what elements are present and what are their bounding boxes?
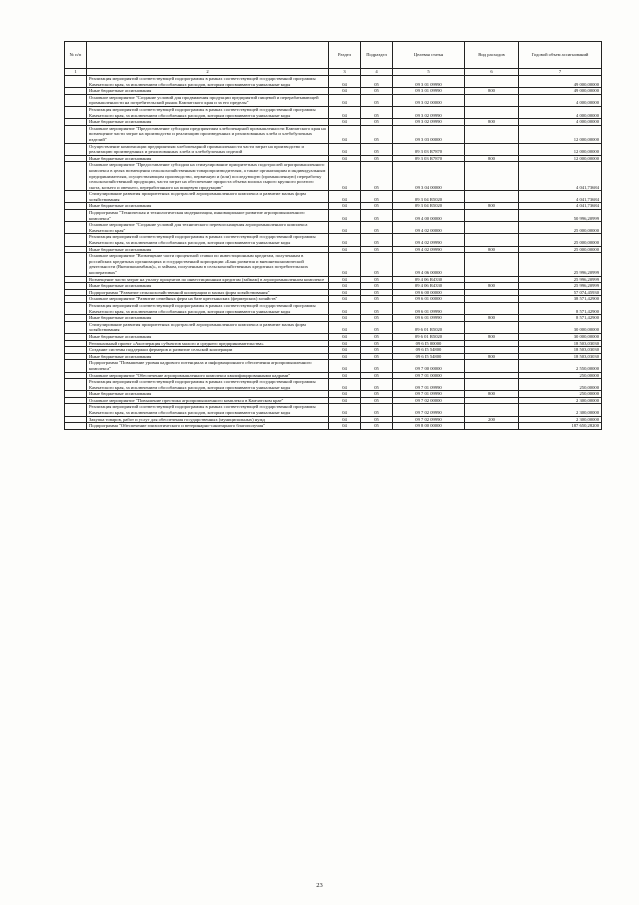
table-row	[65, 222, 602, 234]
table-row	[65, 296, 602, 303]
table-row	[65, 155, 602, 162]
expense-type-cell	[465, 397, 519, 404]
row-number-cell	[65, 347, 87, 354]
subsection-code-cell: 05	[361, 372, 393, 379]
table-row	[65, 333, 602, 340]
subsection-code-cell: 05	[361, 397, 393, 404]
row-number-cell	[65, 315, 87, 322]
target-article-cell: 09 6 00 00000	[393, 289, 465, 296]
amount-cell: 250,00000	[519, 391, 602, 398]
amount-cell: 2 550,00000	[519, 360, 602, 372]
column-number-row	[65, 69, 602, 76]
row-number-cell	[65, 276, 87, 283]
expense-type-cell: 800	[465, 391, 519, 398]
target-article-cell: 09 6 01 R5020	[393, 321, 465, 333]
table-row	[65, 423, 602, 430]
row-number-cell	[65, 321, 87, 333]
amount-cell: 250,00000	[519, 379, 602, 391]
table-row	[65, 106, 602, 118]
target-article-cell: 09 6 01 09990	[393, 315, 465, 322]
subsection-code-cell: 05	[361, 333, 393, 340]
amount-cell: 12 000,00000	[519, 125, 602, 143]
subsection-code-cell: 05	[361, 203, 393, 210]
section-code-cell: 04	[329, 119, 361, 126]
section-code-cell: 04	[329, 253, 361, 276]
expense-type-cell	[465, 191, 519, 203]
expense-type-cell: 800	[465, 333, 519, 340]
subsection-code-cell: 05	[361, 340, 393, 347]
amount-cell: 30 000,00000	[519, 333, 602, 340]
expense-type-cell: 800	[465, 246, 519, 253]
amount-cell: 25 000,00000	[519, 246, 602, 253]
row-name-cell: Иные бюджетные ассигнования	[87, 333, 329, 340]
target-article-cell: 09 3 02 09990	[393, 119, 465, 126]
subsection-code-cell: 05	[361, 347, 393, 354]
expense-type-cell	[465, 125, 519, 143]
table-row	[65, 372, 602, 379]
row-name-cell: Основное мероприятие "Повышение престижа агропромышленного комплекса в Камчатском крае"	[87, 397, 329, 404]
subsection-code-cell: 05	[361, 143, 393, 155]
header-annual-amount: Годовой объем ассигнований	[519, 42, 602, 69]
subsection-code-cell: 05	[361, 315, 393, 322]
expense-type-cell	[465, 340, 519, 347]
target-article-cell: 09 3 03 00000	[393, 125, 465, 143]
row-name-cell: Подпрограмма "Развитие сельскохозяйственной кооперации и малых форм хозяйствования"	[87, 289, 329, 296]
section-code-cell: 04	[329, 210, 361, 222]
row-number-cell	[65, 191, 87, 203]
row-number-cell	[65, 155, 87, 162]
row-name-cell: Основное мероприятие "Предоставление субсидии предприятиям хлебопекарной промышленности Камчатского края на возмещение части затрат на производство и реализацию произведенных и реализованных хлеба и хлебобулочных изделий"	[87, 125, 329, 143]
target-article-cell: 09 3 02 09990	[393, 106, 465, 118]
table-header	[65, 42, 602, 76]
row-number-cell	[65, 372, 87, 379]
row-number-cell	[65, 391, 87, 398]
row-number-cell	[65, 234, 87, 246]
amount-cell: 49 000,00000	[519, 76, 602, 88]
row-number-cell	[65, 253, 87, 276]
section-code-cell: 04	[329, 416, 361, 423]
row-name-cell: Иные бюджетные ассигнования	[87, 391, 329, 398]
amount-cell: 25 996,20999	[519, 283, 602, 290]
section-code-cell: 04	[329, 94, 361, 106]
table-row	[65, 353, 602, 360]
subsection-code-cell: 05	[361, 283, 393, 290]
subsection-code-cell: 05	[361, 379, 393, 391]
column-number: 1	[65, 69, 87, 76]
expense-type-cell	[465, 296, 519, 303]
row-number-cell	[65, 94, 87, 106]
table-row	[65, 397, 602, 404]
table-body	[65, 76, 602, 430]
amount-cell: 4 000,00000	[519, 119, 602, 126]
subsection-code-cell: 05	[361, 234, 393, 246]
header-number: № п/п	[65, 42, 87, 69]
row-name-cell: Возмещение части затрат на уплату процентов по инвестиционным кредитам (займам) в агропромышленном комплексе	[87, 276, 329, 283]
target-article-cell: 09 3 04 00000	[393, 162, 465, 191]
budget-table	[64, 41, 602, 430]
page-number: 23	[316, 882, 323, 889]
expense-type-cell	[465, 222, 519, 234]
amount-cell: 57 074,45930	[519, 289, 602, 296]
header-subsection: Подраздел	[361, 42, 393, 69]
target-article-cell: 09 4 00 00000	[393, 210, 465, 222]
subsection-code-cell: 05	[361, 296, 393, 303]
amount-cell: 187 650,28200	[519, 423, 602, 430]
amount-cell: 12 000,00000	[519, 143, 602, 155]
row-number-cell	[65, 283, 87, 290]
table-row	[65, 125, 602, 143]
amount-cell: 8 571,42900	[519, 315, 602, 322]
target-article-cell: 09 3 03 R7870	[393, 155, 465, 162]
table-row	[65, 94, 602, 106]
row-number-cell	[65, 76, 87, 88]
section-code-cell: 04	[329, 423, 361, 430]
table-row	[65, 162, 602, 191]
table-row	[65, 340, 602, 347]
table-row	[65, 203, 602, 210]
section-code-cell: 04	[329, 162, 361, 191]
section-code-cell: 04	[329, 404, 361, 416]
target-article-cell: 09 7 02 09990	[393, 404, 465, 416]
table-row	[65, 76, 602, 88]
row-name-cell: Основное мероприятие "Создание условий для продвижения продукции предприятий пищевой и перерабатывающей промышленности на потребительский рынок Камчатского края и за его пределы"	[87, 94, 329, 106]
table-row	[65, 347, 602, 354]
row-number-cell	[65, 143, 87, 155]
expense-type-cell	[465, 372, 519, 379]
row-name-cell: Подпрограмма "Повышение уровня кадрового потенциала и информационного обеспечения агропромышленного комплекса"	[87, 360, 329, 372]
column-number: 7	[519, 69, 602, 76]
table-row	[65, 143, 602, 155]
header-name	[87, 42, 329, 69]
row-name-cell: Иные бюджетные ассигнования	[87, 203, 329, 210]
table-row	[65, 234, 602, 246]
row-name-cell: Реализация мероприятий соответствующей подпрограммы в рамках соответствующей государственной программы Камчатского края, за исключением обособленных расходов, которым присваиваются уникальные коды	[87, 302, 329, 314]
table-row	[65, 289, 602, 296]
row-number-cell	[65, 222, 87, 234]
row-number-cell	[65, 333, 87, 340]
row-name-cell: Осуществление компенсации предприятиям хлебопекарной промышленности части затрат на производство и реализацию произведенных и реализованных хлеба и хлебобулочных изделий	[87, 143, 329, 155]
section-code-cell: 04	[329, 76, 361, 88]
target-article-cell: 09 4 02 09990	[393, 234, 465, 246]
target-article-cell: 09 3 04 R5020	[393, 203, 465, 210]
row-name-cell: Подпрограмма "Техническая и технологическая модернизация, инновационное развитие агропромышленного комплекса"	[87, 210, 329, 222]
subsection-code-cell: 05	[361, 106, 393, 118]
row-name-cell: Реализация мероприятий соответствующей подпрограммы в рамках соответствующей государственной программы Камчатского края, за исключением обособленных расходов, которым присваиваются уникальные коды	[87, 234, 329, 246]
row-name-cell: Иные бюджетные ассигнования	[87, 353, 329, 360]
target-article-cell: 09 7 02 09990	[393, 416, 465, 423]
expense-type-cell: 800	[465, 203, 519, 210]
section-code-cell: 04	[329, 353, 361, 360]
amount-cell: 4 041,73684	[519, 162, 602, 191]
row-number-cell	[65, 210, 87, 222]
header-target-article: Целевая статья	[393, 42, 465, 69]
amount-cell: 250,00000	[519, 372, 602, 379]
section-code-cell: 04	[329, 372, 361, 379]
amount-cell: 18 503,03030	[519, 347, 602, 354]
row-name-cell: Иные бюджетные ассигнования	[87, 88, 329, 95]
section-code-cell: 04	[329, 289, 361, 296]
row-name-cell: Стимулирование развития приоритетных подотраслей агропромышленного комплекса и развитие малых форм хозяйствования	[87, 321, 329, 333]
subsection-code-cell: 05	[361, 404, 393, 416]
section-code-cell: 04	[329, 276, 361, 283]
table-row	[65, 302, 602, 314]
row-number-cell	[65, 289, 87, 296]
table-row	[65, 360, 602, 372]
amount-cell: 25 996,20999	[519, 253, 602, 276]
target-article-cell: 09 3 04 R5020	[393, 191, 465, 203]
expense-type-cell	[465, 289, 519, 296]
row-name-cell: Основное мероприятие "Развитие семейных ферм на базе крестьянских (фермерских) хозяйств"	[87, 296, 329, 303]
row-name-cell: Основное мероприятие "Обеспечение агропромышленного комплекса квалифицированными кадрами"	[87, 372, 329, 379]
header-expense-type: Вид расходов	[465, 42, 519, 69]
target-article-cell: 09 6 I5 00000	[393, 340, 465, 347]
expense-type-cell	[465, 94, 519, 106]
table-row	[65, 276, 602, 283]
row-number-cell	[65, 162, 87, 191]
expense-type-cell: 800	[465, 353, 519, 360]
section-code-cell: 04	[329, 246, 361, 253]
section-code-cell: 04	[329, 203, 361, 210]
target-article-cell: 09 7 01 00000	[393, 372, 465, 379]
row-number-cell	[65, 360, 87, 372]
section-code-cell: 04	[329, 88, 361, 95]
section-code-cell: 04	[329, 397, 361, 404]
amount-cell: 2 300,00000	[519, 404, 602, 416]
table-row	[65, 321, 602, 333]
row-number-cell	[65, 296, 87, 303]
subsection-code-cell: 05	[361, 125, 393, 143]
section-code-cell: 04	[329, 296, 361, 303]
row-name-cell: Реализация мероприятий соответствующей подпрограммы в рамках соответствующей государственной программы Камчатского края, за исключением обособленных расходов, которым присваиваются уникальные коды	[87, 404, 329, 416]
target-article-cell: 09 3 01 09990	[393, 76, 465, 88]
row-number-cell	[65, 397, 87, 404]
table-row	[65, 246, 602, 253]
target-article-cell: 09 6 I5 54800	[393, 353, 465, 360]
section-code-cell: 04	[329, 333, 361, 340]
expense-type-cell: 800	[465, 88, 519, 95]
target-article-cell: 09 4 06 R4330	[393, 283, 465, 290]
row-number-cell	[65, 88, 87, 95]
expense-type-cell	[465, 106, 519, 118]
column-number: 5	[393, 69, 465, 76]
column-number: 4	[361, 69, 393, 76]
target-article-cell: 09 3 02 00000	[393, 94, 465, 106]
table-row	[65, 391, 602, 398]
row-name-cell: Основное мероприятие "Создание условий для технического перевооснащения агропромышленного комплекса Камчатского края"	[87, 222, 329, 234]
target-article-cell: 09 4 06 00000	[393, 253, 465, 276]
section-code-cell: 04	[329, 391, 361, 398]
subsection-code-cell: 05	[361, 210, 393, 222]
section-code-cell: 04	[329, 379, 361, 391]
amount-cell: 18 503,03030	[519, 353, 602, 360]
amount-cell: 38 571,42900	[519, 296, 602, 303]
section-code-cell: 04	[329, 315, 361, 322]
target-article-cell: 09 7 01 09990	[393, 379, 465, 391]
section-code-cell: 04	[329, 143, 361, 155]
subsection-code-cell: 05	[361, 321, 393, 333]
section-code-cell: 04	[329, 347, 361, 354]
section-code-cell: 04	[329, 155, 361, 162]
header-section: Раздел	[329, 42, 361, 69]
row-number-cell	[65, 203, 87, 210]
section-code-cell: 04	[329, 222, 361, 234]
row-name-cell: Иные бюджетные ассигнования	[87, 155, 329, 162]
table-row	[65, 119, 602, 126]
subsection-code-cell: 05	[361, 391, 393, 398]
subsection-code-cell: 05	[361, 222, 393, 234]
target-article-cell: 09 7 02 00000	[393, 397, 465, 404]
subsection-code-cell: 05	[361, 360, 393, 372]
row-number-cell	[65, 106, 87, 118]
table-row	[65, 210, 602, 222]
table-row	[65, 191, 602, 203]
target-article-cell: 09 4 02 09990	[393, 246, 465, 253]
expense-type-cell	[465, 302, 519, 314]
expense-type-cell: 800	[465, 155, 519, 162]
row-number-cell	[65, 416, 87, 423]
target-article-cell: 09 3 01 09990	[393, 88, 465, 95]
expense-type-cell: 800	[465, 283, 519, 290]
target-article-cell: 09 3 03 R7870	[393, 143, 465, 155]
section-code-cell: 04	[329, 283, 361, 290]
expense-type-cell	[465, 253, 519, 276]
row-name-cell: Основное мероприятие "Предоставление субсидии на стимулирование приоритетных подотраслей агропромышленного комплекса в целях возмещения сельскохозяйственным товаропроизводителям, а также организациям и индивидуальным предпринимателям, осуществляющим производство, первичную и (или) последующую (промышленную) переработку сельскохозяйственной продукции, части затрат на обеспечение прироста объема молока сырого крупного рогатого скота, козьего и овечьего, переработанного на пищевую продукцию"	[87, 162, 329, 191]
table-row	[65, 283, 602, 290]
row-name-cell: Основное мероприятие "Возмещение части процентной ставки по инвестиционным кредитам, полученным в российских кредитных организациях и государственной корпорации «Банк развития и внешнеэкономической деятельности (Внешэкономбанк)», и займам, полученным в сельскохозяйственных кредитных потребительских кооперативах"	[87, 253, 329, 276]
amount-cell: 4 041,73684	[519, 203, 602, 210]
row-name-cell: Иные бюджетные ассигнования	[87, 315, 329, 322]
subsection-code-cell: 05	[361, 302, 393, 314]
row-name-cell: Создание системы поддержки фермеров и развитие сельской кооперации	[87, 347, 329, 354]
expense-type-cell	[465, 379, 519, 391]
subsection-code-cell: 05	[361, 246, 393, 253]
row-name-cell: Реализация мероприятий соответствующей подпрограммы в рамках соответствующей государственной программы Камчатского края, за исключением обособленных расходов, которым присваиваются уникальные коды	[87, 76, 329, 88]
row-name-cell: Иные бюджетные ассигнования	[87, 246, 329, 253]
subsection-code-cell: 05	[361, 353, 393, 360]
amount-cell: 4 041,73684	[519, 191, 602, 203]
target-article-cell: 09 4 06 R4330	[393, 276, 465, 283]
row-name-cell: Реализация мероприятий соответствующей подпрограммы в рамках соответствующей государственной программы Камчатского края, за исключением обособленных расходов, которым присваиваются уникальные коды	[87, 106, 329, 118]
row-number-cell	[65, 379, 87, 391]
amount-cell: 4 000,00000	[519, 106, 602, 118]
expense-type-cell	[465, 404, 519, 416]
target-article-cell: 09 6 I5 54800	[393, 347, 465, 354]
section-code-cell: 04	[329, 191, 361, 203]
subsection-code-cell: 05	[361, 119, 393, 126]
amount-cell: 25 996,20999	[519, 276, 602, 283]
amount-cell: 8 571,42900	[519, 302, 602, 314]
row-number-cell	[65, 119, 87, 126]
row-number-cell	[65, 404, 87, 416]
table-row	[65, 315, 602, 322]
column-number: 6	[465, 69, 519, 76]
row-name-cell: Стимулирование развития приоритетных подотраслей агропромышленного комплекса и развитие малых форм хозяйствования	[87, 191, 329, 203]
section-code-cell: 04	[329, 340, 361, 347]
row-number-cell	[65, 302, 87, 314]
expense-type-cell	[465, 143, 519, 155]
target-article-cell: 09 7 01 09990	[393, 391, 465, 398]
amount-cell: 25 000,00000	[519, 234, 602, 246]
table-row	[65, 404, 602, 416]
target-article-cell: 09 8 00 00000	[393, 423, 465, 430]
target-article-cell: 09 7 00 00000	[393, 360, 465, 372]
row-number-cell	[65, 423, 87, 430]
amount-cell: 18 503,03030	[519, 340, 602, 347]
amount-cell: 4 000,00000	[519, 94, 602, 106]
row-name-cell: Закупка товаров, работ и услуг для обеспечения государственных (муниципальных) нужд	[87, 416, 329, 423]
amount-cell: 2 300,00000	[519, 397, 602, 404]
subsection-code-cell: 05	[361, 162, 393, 191]
target-article-cell: 09 4 02 00000	[393, 222, 465, 234]
subsection-code-cell: 05	[361, 416, 393, 423]
amount-cell: 2 300,00000	[519, 416, 602, 423]
subsection-code-cell: 05	[361, 289, 393, 296]
section-code-cell: 04	[329, 360, 361, 372]
amount-cell: 12 000,00000	[519, 155, 602, 162]
expense-type-cell: 800	[465, 119, 519, 126]
row-number-cell	[65, 340, 87, 347]
subsection-code-cell: 05	[361, 191, 393, 203]
row-name-cell: Иные бюджетные ассигнования	[87, 283, 329, 290]
row-number-cell	[65, 246, 87, 253]
subsection-code-cell: 05	[361, 76, 393, 88]
table-row	[65, 253, 602, 276]
expense-type-cell	[465, 276, 519, 283]
row-number-cell	[65, 353, 87, 360]
row-name-cell: Реализация мероприятий соответствующей подпрограммы в рамках соответствующей государственной программы Камчатского края, за исключением обособленных расходов, которым присваиваются уникальные коды	[87, 379, 329, 391]
row-name-cell: Региональный проект «Акселерация субъектов малого и среднего предпринимательства»	[87, 340, 329, 347]
section-code-cell: 04	[329, 234, 361, 246]
amount-cell: 25 000,00000	[519, 222, 602, 234]
subsection-code-cell: 05	[361, 155, 393, 162]
subsection-code-cell: 05	[361, 276, 393, 283]
subsection-code-cell: 05	[361, 253, 393, 276]
target-article-cell: 09 6 01 00000	[393, 296, 465, 303]
expense-type-cell: 800	[465, 315, 519, 322]
section-code-cell: 04	[329, 302, 361, 314]
expense-type-cell	[465, 321, 519, 333]
section-code-cell: 04	[329, 106, 361, 118]
row-number-cell	[65, 125, 87, 143]
expense-type-cell: 200	[465, 416, 519, 423]
expense-type-cell	[465, 234, 519, 246]
subsection-code-cell: 05	[361, 94, 393, 106]
expense-type-cell	[465, 360, 519, 372]
section-code-cell: 04	[329, 321, 361, 333]
column-number: 3	[329, 69, 361, 76]
amount-cell: 50 996,20999	[519, 210, 602, 222]
row-name-cell: Иные бюджетные ассигнования	[87, 119, 329, 126]
subsection-code-cell: 05	[361, 423, 393, 430]
target-article-cell: 09 6 01 09990	[393, 302, 465, 314]
amount-cell: 30 000,00000	[519, 321, 602, 333]
column-number: 2	[87, 69, 329, 76]
table-row	[65, 379, 602, 391]
table-row	[65, 88, 602, 95]
expense-type-cell	[465, 347, 519, 354]
section-code-cell: 04	[329, 125, 361, 143]
expense-type-cell	[465, 162, 519, 191]
target-article-cell: 09 6 01 R5020	[393, 333, 465, 340]
table-row	[65, 416, 602, 423]
expense-type-cell	[465, 210, 519, 222]
expense-type-cell	[465, 423, 519, 430]
subsection-code-cell: 05	[361, 88, 393, 95]
amount-cell: 49 000,00000	[519, 88, 602, 95]
expense-type-cell	[465, 76, 519, 88]
row-name-cell: Подпрограмма "Обеспечение эпизоотического и ветеринарно-санитарного благополучия"	[87, 423, 329, 430]
